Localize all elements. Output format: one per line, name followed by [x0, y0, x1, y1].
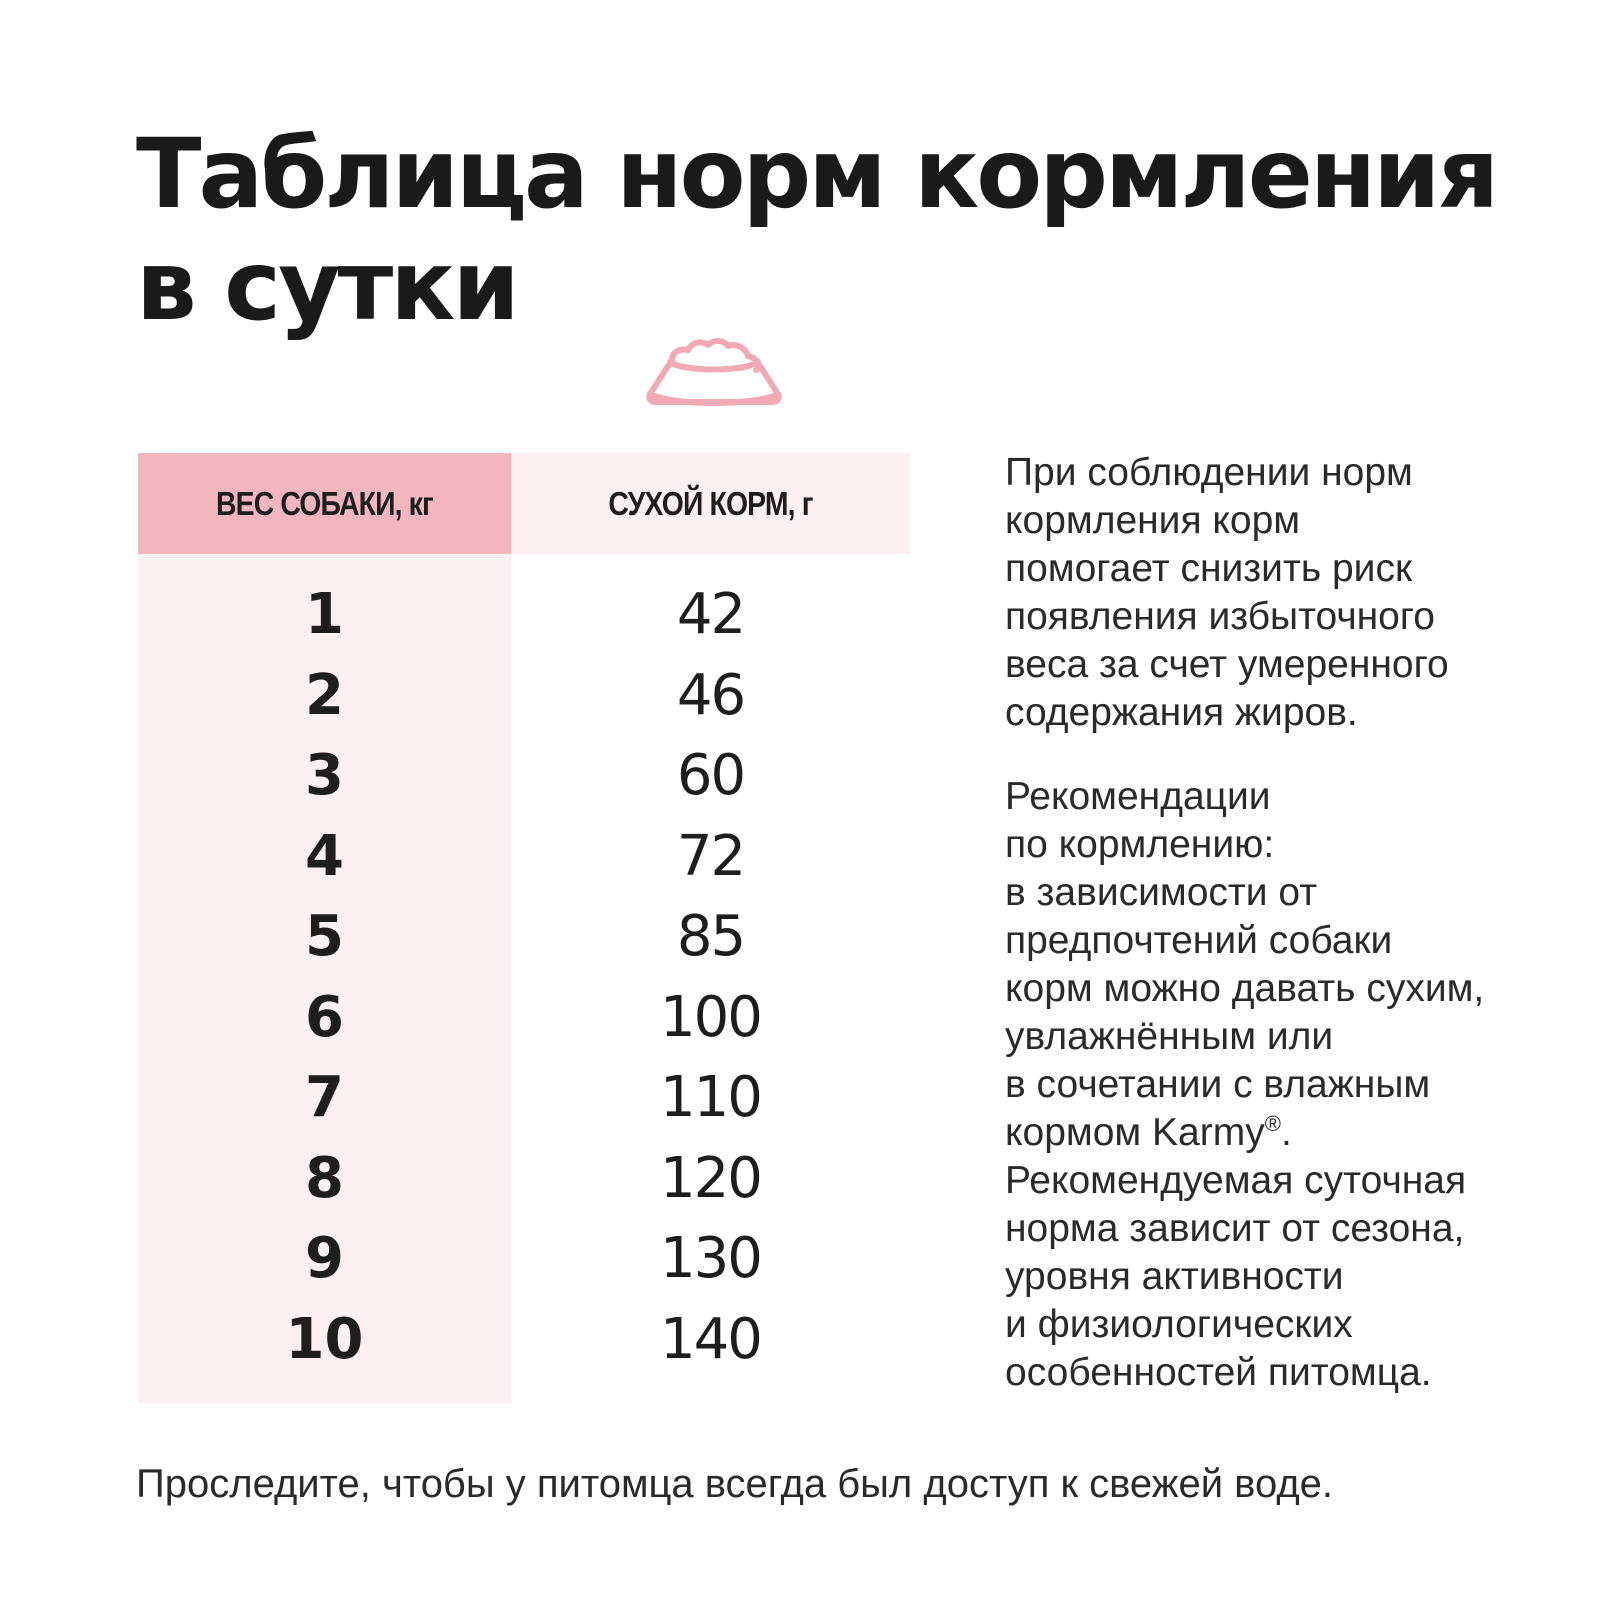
brand-line-end: . — [1280, 1111, 1292, 1154]
recommendations-paragraph — [1005, 773, 1525, 1397]
food-header-label: СУХОЙ КОРМ, г — [608, 485, 813, 522]
food-column-header — [511, 453, 910, 554]
food-cell: 140 — [660, 1306, 761, 1372]
table-row — [138, 897, 910, 978]
text-line: норма зависит от сезона, — [1005, 1207, 1465, 1250]
text-line: особенностей питомца. — [1005, 1351, 1432, 1394]
table-row — [138, 1058, 910, 1139]
weight-cell: 1 — [305, 582, 344, 647]
registered-mark: ® — [1264, 1111, 1281, 1136]
table-row — [138, 817, 910, 898]
text-line: уровня активности — [1005, 1255, 1344, 1298]
food-bowl-icon — [644, 336, 784, 416]
text-line: предпочтений собаки — [1005, 919, 1393, 962]
food-cell: 110 — [660, 1065, 761, 1130]
weight-cell: 2 — [305, 662, 344, 728]
weight-cell: 10 — [285, 1306, 364, 1372]
food-cell: 60 — [676, 743, 745, 808]
table-row — [138, 1300, 910, 1381]
benefit-paragraph — [1005, 449, 1525, 737]
page-title — [136, 118, 1496, 342]
feeding-table-body — [138, 575, 910, 1380]
food-cell: 120 — [660, 1145, 761, 1211]
table-row — [138, 1219, 910, 1300]
text-line: корм можно давать сухим, — [1005, 967, 1485, 1010]
food-cell: 46 — [676, 662, 745, 728]
text-line: в сочетании с влажным — [1005, 1063, 1431, 1106]
food-cell: 100 — [660, 984, 761, 1050]
food-cell: 42 — [676, 582, 745, 647]
weight-cell: 5 — [305, 904, 344, 969]
weight-header-label: ВЕС СОБАКИ, кг — [216, 485, 433, 522]
text-line: веса за счет умеренного — [1005, 643, 1449, 686]
page-title-line-2: в сутки — [136, 230, 517, 342]
weight-cell: 7 — [305, 1065, 344, 1130]
table-row — [138, 656, 910, 737]
table-row — [138, 736, 910, 817]
page-title-line-1: Таблица норм кормления — [136, 118, 1497, 230]
text-line: увлажнённым или — [1005, 1015, 1334, 1058]
weight-cell: 8 — [305, 1145, 344, 1211]
weight-cell: 6 — [305, 984, 344, 1050]
weight-cell: 9 — [305, 1226, 344, 1291]
text-line: появления избыточного — [1005, 595, 1435, 638]
food-cell: 130 — [660, 1226, 761, 1291]
weight-cell: 3 — [305, 743, 344, 808]
water-reminder-note: Проследите, чтобы у питомца всегда был доступ к свежей воде. — [136, 1462, 1334, 1506]
text-line: кормления корм — [1005, 499, 1301, 542]
text-line: содержания жиров. — [1005, 691, 1358, 734]
text-line: по кормлению: — [1005, 823, 1275, 866]
table-row — [138, 978, 910, 1059]
text-line: и физиологических — [1005, 1303, 1353, 1346]
table-row — [138, 575, 910, 656]
brand-line-text: кормом Karmy — [1005, 1111, 1265, 1154]
table-row — [138, 1139, 910, 1220]
weight-column-header — [138, 453, 511, 554]
brand-line — [1005, 1109, 1525, 1157]
food-cell: 72 — [676, 823, 745, 889]
text-line: Рекомендации — [1005, 775, 1271, 818]
text-line: При соблюдении норм — [1005, 451, 1413, 494]
text-line: помогает снизить риск — [1005, 547, 1413, 590]
food-cell: 85 — [676, 904, 745, 969]
text-line: Рекомендуемая суточная — [1005, 1159, 1467, 1202]
weight-cell: 4 — [305, 823, 344, 889]
text-line: в зависимости от — [1005, 871, 1318, 914]
